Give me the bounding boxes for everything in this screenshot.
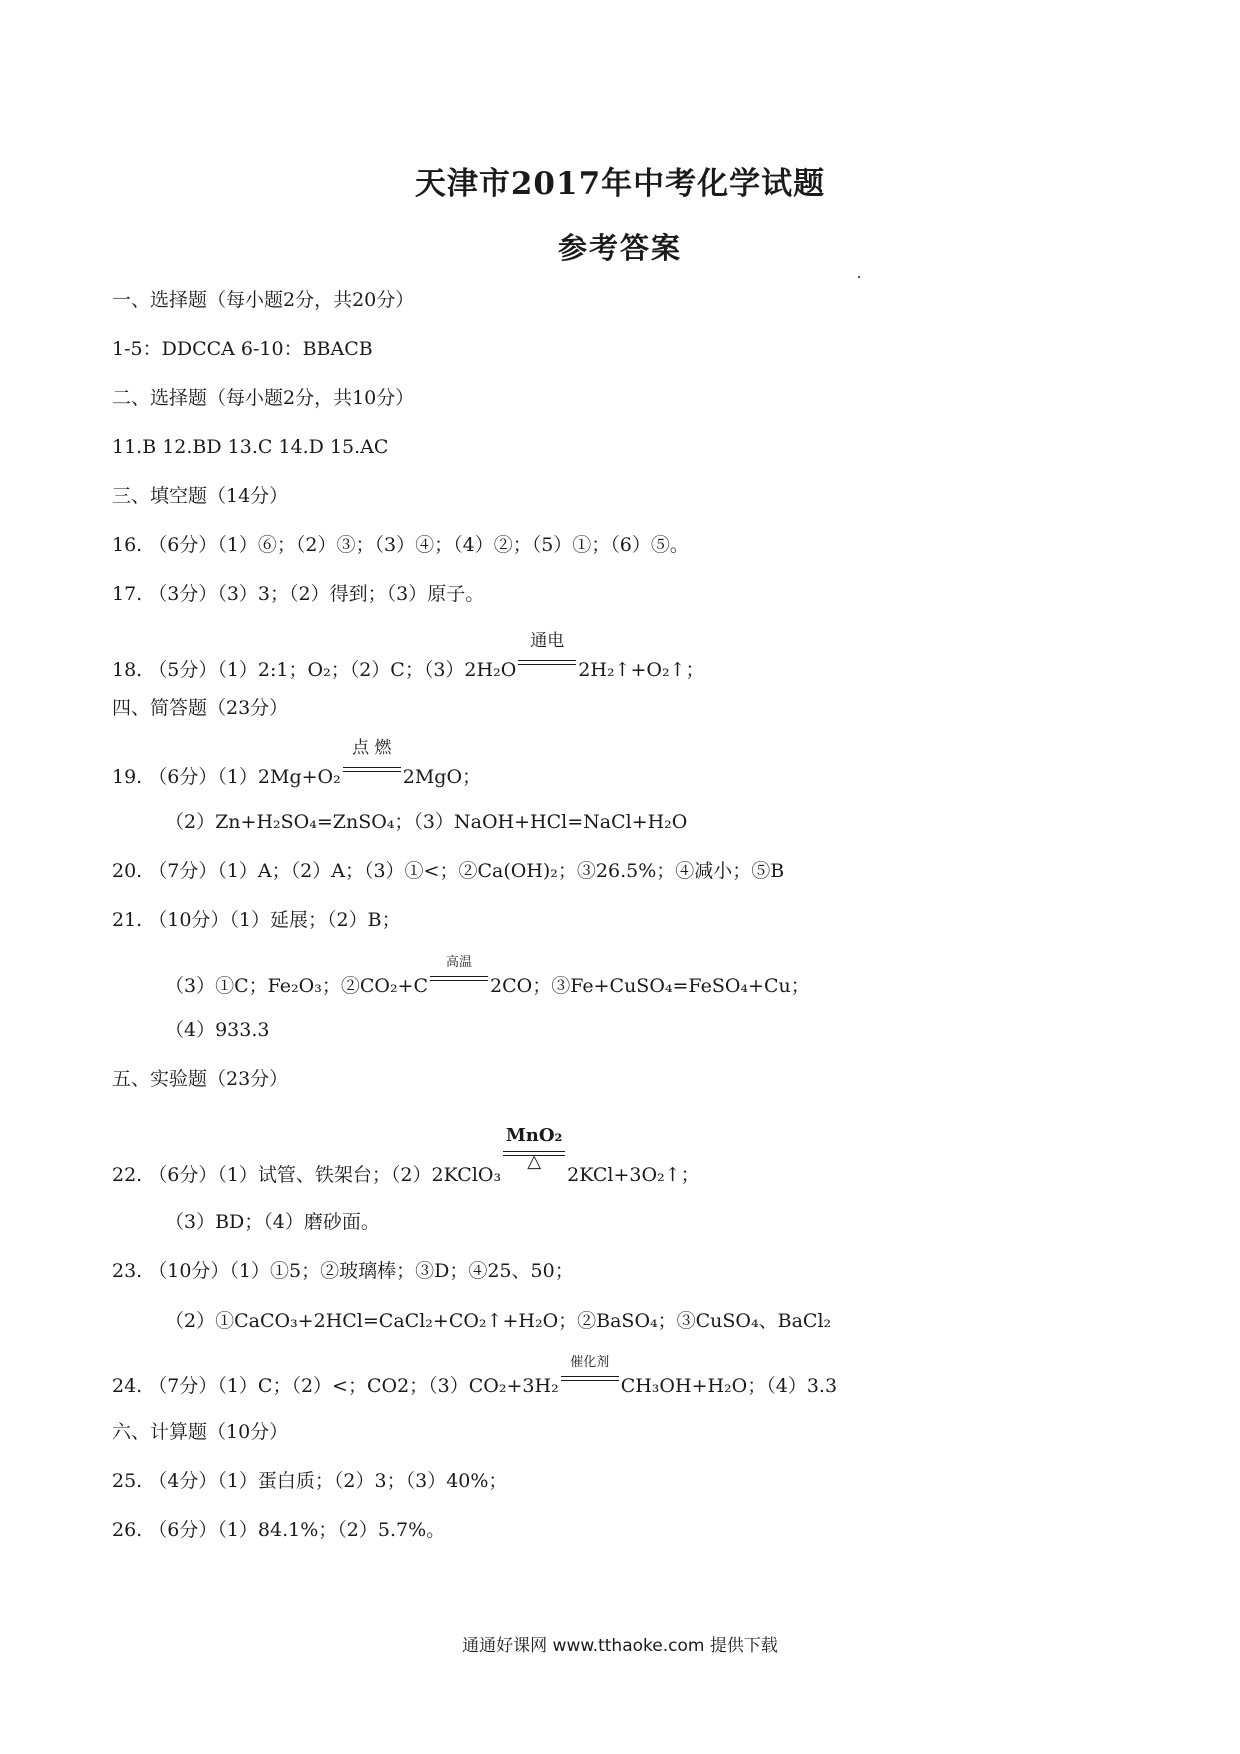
answer-17: 17. （3分）（3）3；（2）得到；（3）原子。	[112, 583, 485, 605]
answer-19-text-a: 19. （6分）（1）2Mg+O₂	[112, 766, 341, 788]
scan-dot	[858, 276, 860, 278]
answer-18-text-a: 18. （5分）（1）2:1；O₂；（2）C；（3）2H₂O	[112, 659, 517, 681]
answer-24	[112, 1355, 838, 1398]
answer-21-text-a: （3）①C；Fe₂O₃；②CO₂+C	[165, 975, 429, 997]
reaction-arrow-catalyst-heat	[503, 1125, 565, 1181]
page-title: 天津市2017年中考化学试题	[414, 166, 826, 202]
answer-21-text-b: 2CO；③Fe+CuSO₄=FeSO₄+Cu；	[490, 975, 810, 997]
answer-22-part-3: （3）BD；（4）磨砂面。	[165, 1211, 380, 1233]
reaction-arrow-electrolysis	[518, 631, 576, 676]
condition-label: MnO₂	[505, 1125, 563, 1146]
answer-22-text-b: 2KCl+3O₂↑；	[567, 1164, 700, 1186]
answer-21: 21. （10分）（1）延展；（2）B；	[112, 909, 401, 931]
section-heading-5: 五、实验题（23分）	[112, 1068, 289, 1090]
answer-18-text-b: 2H₂↑+O₂↑；	[578, 659, 705, 681]
answer-23-part-2: （2）①CaCO₃+2HCl=CaCl₂+CO₂↑+H₂O；②BaSO₄；③CuSO₄、BaCl₂	[165, 1310, 832, 1332]
answer-23: 23. （10分）（1）①5；②玻璃棒；③D；④25、50；	[112, 1260, 574, 1282]
condition-label: 催化剂	[570, 1355, 610, 1370]
answer-19	[112, 738, 482, 789]
section-heading-6: 六、计算题（10分）	[112, 1421, 289, 1443]
answer-19-text-b: 2MgO；	[402, 766, 482, 788]
condition-label: 通电	[530, 631, 565, 651]
answer-25: 25. （4分）（1）蛋白质；（2）3；（3）40%；	[112, 1470, 508, 1492]
answer-21-part-4: （4）933.3	[165, 1019, 270, 1041]
condition-label: 高温	[446, 955, 473, 970]
section-heading-1: 一、选择题（每小题2分，共20分）	[112, 289, 415, 311]
reaction-arrow-high-temp	[430, 955, 488, 992]
answer-22	[112, 1125, 700, 1187]
answer-19-part-2: （2）Zn+H₂SO₄=ZnSO₄；（3）NaOH+HCl=NaCl+H₂O	[165, 811, 688, 833]
answer-20: 20. （7分）（1）A；（2）A；（3）①<；②Ca(OH)₂；③26.5%；④减小；⑤B	[112, 860, 785, 882]
footer-source: 通通好课网 www.tthaoke.com 提供下载	[462, 1636, 778, 1656]
reaction-arrow-catalyst	[561, 1355, 619, 1392]
heat-symbol: △	[527, 1151, 542, 1172]
answer-24-text-b: CH₃OH+H₂O；（4）3.3	[620, 1375, 838, 1397]
page-subtitle: 参考答案	[557, 231, 682, 265]
answer-21-part-3	[165, 955, 810, 998]
answer-22-text-a: 22. （6分）（1）试管、铁架台；（2）2KClO₃	[112, 1164, 502, 1186]
answer-26: 26. （6分）（1）84.1%；（2）5.7%。	[112, 1519, 446, 1541]
answer-24-text-a: 24. （7分）（1）C；（2）<；CO2；（3）CO₂+3H₂	[112, 1375, 559, 1397]
section-heading-3: 三、填空题（14分）	[112, 485, 289, 507]
answer-18	[112, 631, 705, 682]
answer-line-11-15: 11.B 12.BD 13.C 14.D 15.AC	[112, 436, 389, 458]
section-heading-2: 二、选择题（每小题2分，共10分）	[112, 387, 415, 409]
answer-line-1-10: 1-5：DDCCA 6-10：BBACB	[112, 338, 373, 360]
answer-16: 16. （6分）（1）⑥；（2）③；（3）④；（4）②；（5）①；（6）⑤。	[112, 534, 689, 556]
condition-label: 点 燃	[352, 738, 392, 758]
section-heading-4: 四、简答题（23分）	[112, 697, 289, 719]
reaction-arrow-ignite	[343, 738, 401, 783]
